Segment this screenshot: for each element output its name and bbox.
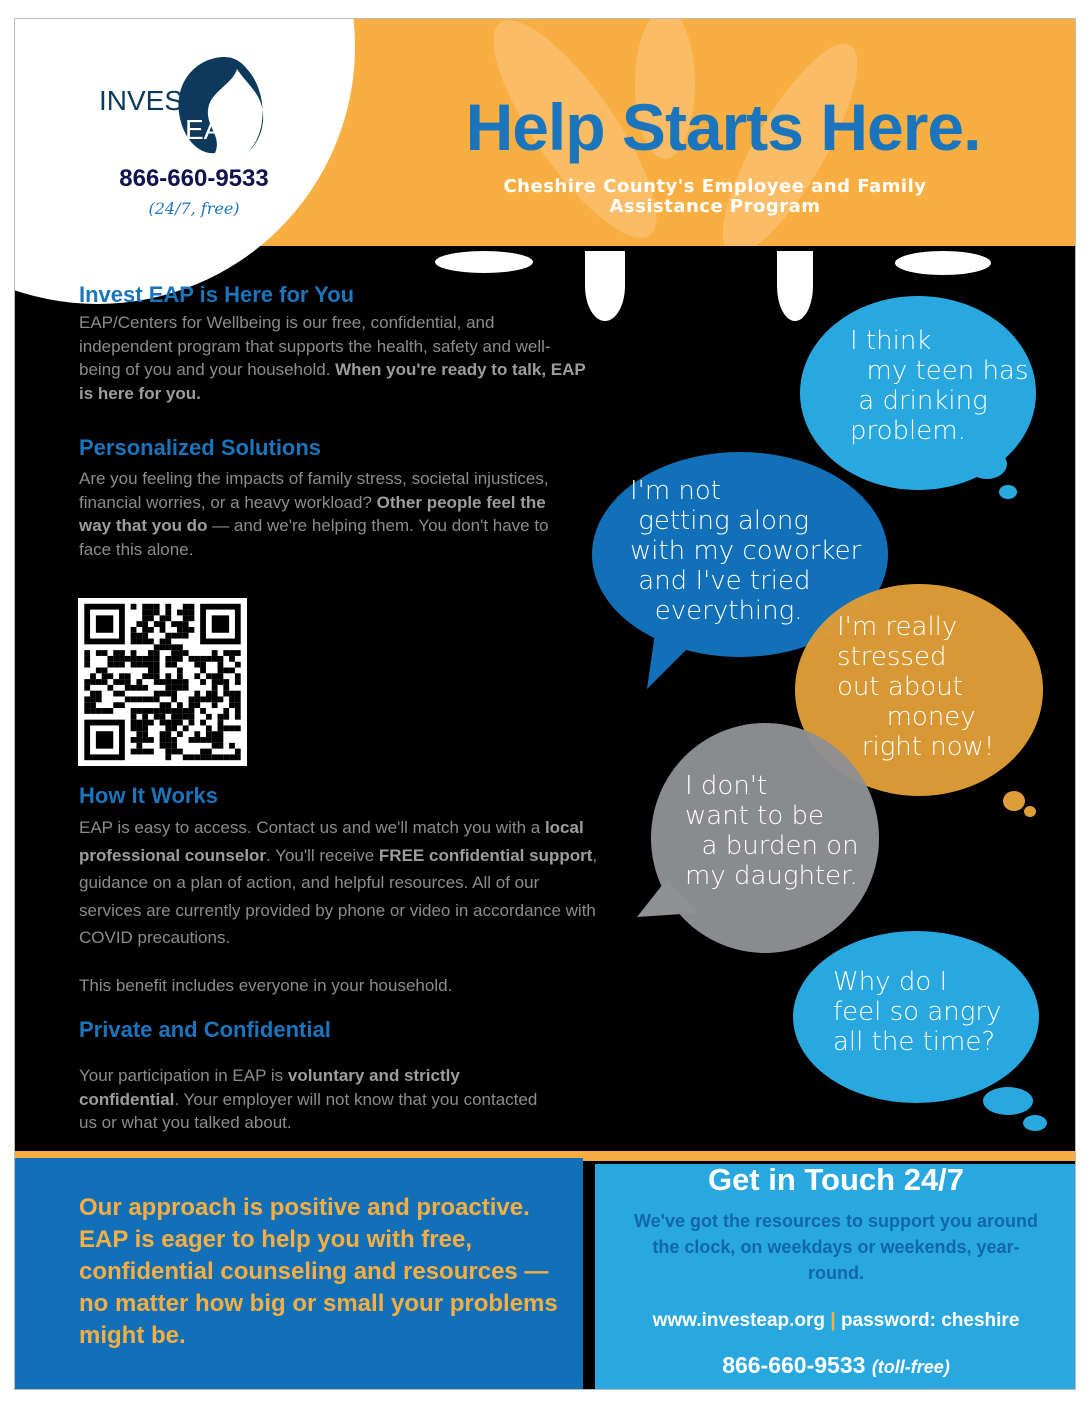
approach-text: Our approach is positive and proactive. EAP is eager to help you with free, confidential counseling and resources — no matter how big or small your problems might be. xyxy=(79,1194,558,1349)
page-subtitle: Cheshire County's Employee and Family Assistance Program xyxy=(503,176,927,217)
section-heading: Invest EAP is Here for You xyxy=(79,282,355,307)
section-body: EAP is easy to access. Contact us and we'll match you with a local professional counselor. You'll receive FREE confidential support, guidance on a plan of action, and helpful resources. All of our services are currently provided by phone or video in accordance with COVID precautions. xyxy=(79,818,598,947)
contact-panel xyxy=(595,1164,1076,1390)
contact-title: Get in Touch 24/7 xyxy=(707,1162,965,1197)
decor-shape xyxy=(777,251,813,321)
bubble-tail xyxy=(637,879,697,919)
separator: | xyxy=(830,1310,836,1331)
bubble-dot xyxy=(967,449,1007,479)
invest-eap-logo xyxy=(97,55,267,155)
section-body: Your participation in EAP is voluntary and strictly confidential. Your employer will not know that you contacted us or what you talked about. xyxy=(79,1066,538,1132)
bubble-tail xyxy=(647,619,697,691)
section-note: This benefit includes everyone in your household. xyxy=(79,976,453,995)
section-body: EAP/Centers for Wellbeing is our free, confidential, and independent program that supports the health, safety and well-being of you and your household. When you're ready to talk, EAP is here for you. xyxy=(79,313,586,403)
contact-web-line xyxy=(595,1310,1076,1332)
section-heading: Private and Confidential xyxy=(79,1017,331,1042)
approach-panel xyxy=(15,1158,583,1390)
svg-text:EAP: EAP xyxy=(185,114,242,145)
contact-body: We've got the resources to support you around the clock, on weekdays or weekends, year-round. xyxy=(634,1211,1038,1283)
header-phone[interactable]: 866-660-9533 xyxy=(119,165,269,192)
contact-phone[interactable]: 866-660-9533 xyxy=(722,1352,866,1378)
bubble-dot xyxy=(1003,791,1025,811)
bubble-dot xyxy=(983,1087,1033,1115)
svg-text:INVEST: INVEST xyxy=(99,85,201,116)
page-title: Help Starts Here. xyxy=(465,90,981,164)
decor-shape xyxy=(895,251,991,275)
decor-shape xyxy=(585,251,625,321)
speech-bubble: I'm not getting along with my coworker and I've tried everything. xyxy=(592,452,888,657)
bubble-dot xyxy=(1023,1115,1047,1131)
speech-bubble: I don't want to be a burden on my daughter. xyxy=(651,723,879,953)
speech-bubble: I'm really stressed out about money right now! xyxy=(795,584,1043,796)
contact-phone-note: (toll-free) xyxy=(871,1357,950,1377)
bubble-dot xyxy=(1024,806,1036,817)
bubble-dot xyxy=(999,485,1017,499)
section-body: Are you feeling the impacts of family stress, societal injustices, financial worries, or a heavy workload? Other people feel the way that you do — and we're helping them. You don't have to face this alone. xyxy=(79,469,549,559)
decor-shape xyxy=(435,251,533,273)
header-phone-note: (24/7, free) xyxy=(148,199,240,218)
password-text: password: cheshire xyxy=(840,1310,1020,1331)
speech-bubble: I think my teen has a drinking problem. xyxy=(800,296,1036,490)
contact-phone-line xyxy=(595,1352,1076,1379)
website-link[interactable]: www.investeap.org xyxy=(652,1310,826,1331)
section-heading: How It Works xyxy=(79,783,218,808)
speech-bubble: Why do I feel so angry all the time? xyxy=(793,931,1039,1103)
qr-code[interactable] xyxy=(78,598,247,766)
flyer-page xyxy=(14,18,1076,1390)
section-heading: Personalized Solutions xyxy=(79,435,322,460)
